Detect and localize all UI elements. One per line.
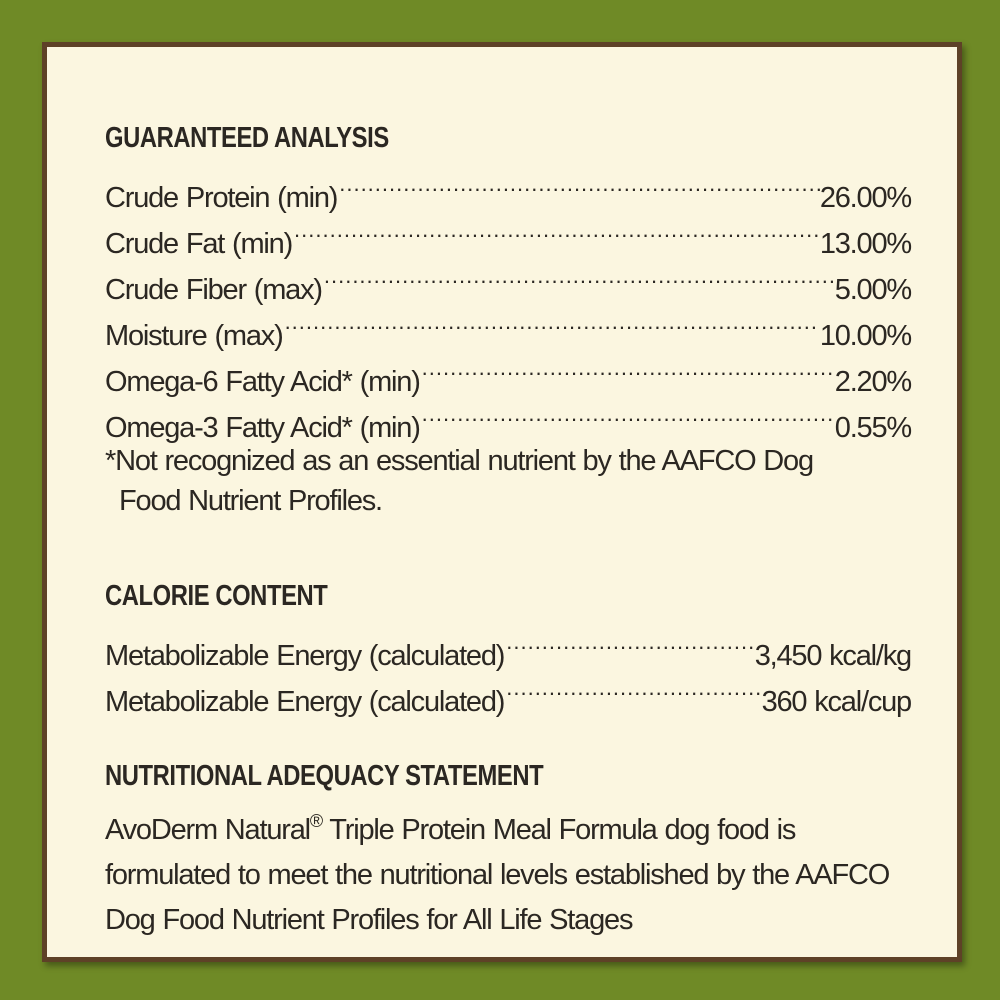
dot-leader — [337, 161, 820, 207]
statement-line: formulated to meet the nutritional levels established by the AAFCO — [105, 859, 890, 891]
dot-leader — [420, 345, 835, 391]
nutritional-adequacy-section — [105, 753, 911, 943]
statement-text: Triple Protein Meal Formula dog food is — [321, 814, 796, 846]
adequacy-statement — [105, 799, 911, 943]
analysis-label: Omega-3 Fatty Acid* (min) — [105, 412, 420, 444]
statement-line — [105, 799, 911, 853]
dot-leader — [283, 299, 820, 345]
analysis-label: Crude Fiber (max) — [105, 274, 322, 306]
analysis-row — [105, 161, 911, 214]
nutritional-adequacy-heading: NUTRITIONAL ADEQUACY STATEMENT — [105, 760, 544, 792]
calorie-content-section — [105, 573, 911, 718]
analysis-value: 13.00% — [819, 228, 911, 260]
calorie-value: 360 kcal/cup — [761, 686, 911, 718]
dot-leader — [504, 665, 761, 711]
analysis-value: 10.00% — [819, 320, 911, 352]
brand-name: AvoDerm Natural — [105, 814, 310, 846]
analysis-label: Moisture (max) — [105, 320, 283, 352]
label-panel — [42, 42, 962, 962]
calorie-row — [105, 619, 911, 672]
statement-line: Dog Food Nutrient Profiles for All Life Stages — [105, 904, 633, 936]
footnote — [105, 441, 911, 521]
analysis-label: Crude Protein (min) — [105, 182, 338, 214]
calorie-value: 3,450 kcal/kg — [754, 640, 911, 672]
analysis-label: Crude Fat (min) — [105, 228, 293, 260]
footnote-line: *Not recognized as an essential nutrient by the AAFCO Dog — [105, 445, 813, 477]
analysis-label: Omega-6 Fatty Acid* (min) — [105, 366, 420, 398]
guaranteed-analysis-heading: GUARANTEED ANALYSIS — [105, 122, 389, 154]
analysis-value: 5.00% — [834, 274, 911, 306]
registered-mark: ® — [309, 811, 322, 831]
calorie-label: Metabolizable Energy (calculated) — [105, 640, 505, 672]
calorie-label: Metabolizable Energy (calculated) — [105, 686, 505, 718]
label-content — [105, 87, 911, 943]
calorie-content-heading: CALORIE CONTENT — [105, 580, 328, 612]
analysis-value: 0.55% — [834, 412, 911, 444]
footnote-line: Food Nutrient Profiles. — [119, 485, 382, 517]
dot-leader — [292, 207, 820, 253]
analysis-value: 2.20% — [834, 366, 911, 398]
analysis-value: 26.00% — [819, 182, 911, 214]
dot-leader — [322, 253, 835, 299]
dot-leader — [420, 391, 835, 437]
dot-leader — [504, 619, 754, 665]
guaranteed-analysis-section — [105, 115, 911, 521]
